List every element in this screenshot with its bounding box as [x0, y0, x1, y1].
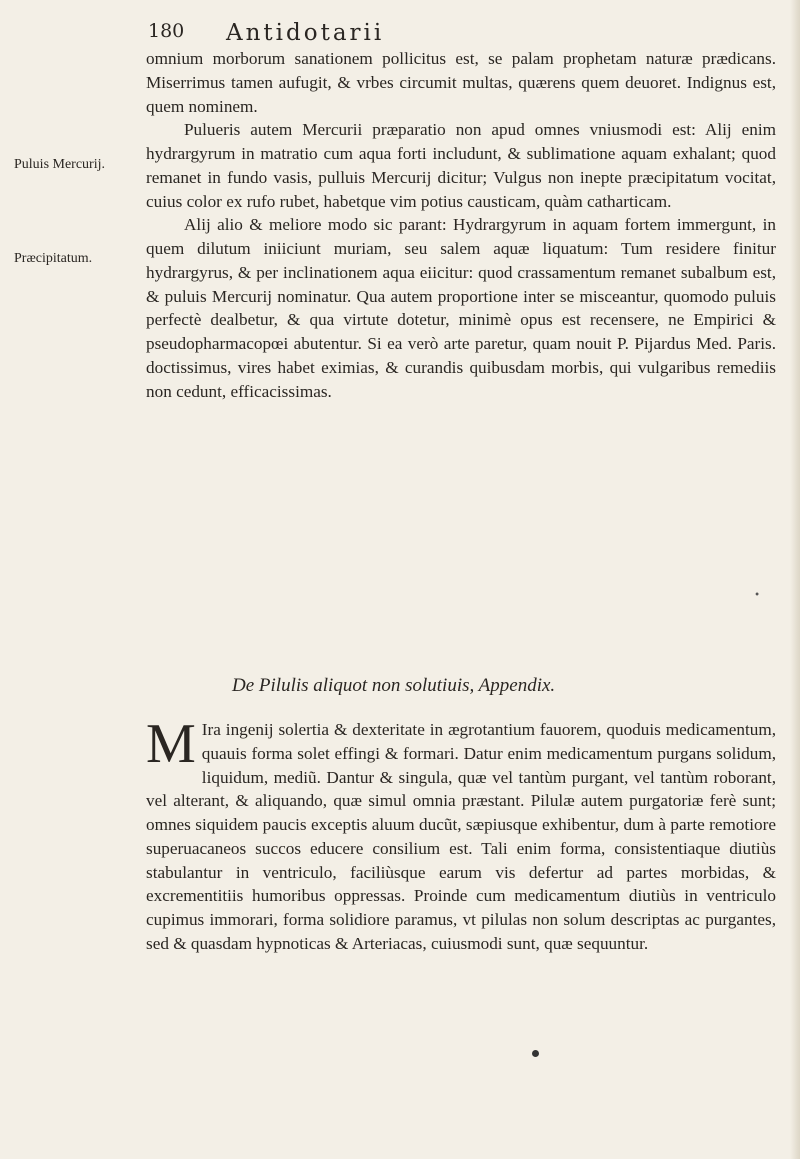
ink-spot	[532, 1050, 539, 1057]
paragraph: Pulueris autem Mercurii præparatio non apud omnes vniusmodi est: Alij enim hydrargyrum in matratio cum aqua forti includunt, & sublimatione aquam exhalant; quod remanet in fundo vasis, pulluis Mercurij dicitur; Vulgus non inepte præcipitatum vocitat, cuius color ex rufo rubet, habetque vim potius causticam, quàm catharticam.	[146, 120, 776, 211]
drop-cap: M	[146, 713, 196, 775]
margin-note-praecipitatum: Præcipitatum.	[14, 251, 93, 266]
paragraph: Alij alio & meliore modo sic parant: Hydrargyrum in aquam fortem immergunt, in quem dilutum iniiciunt muriam, seu salem aquæ liquatum: Tum residere finitur hydrargyrus, & per inclinationem aqua eiicitur: quod crassamentum remanet subalbum est, & puluis Mercurij nominatur. Qua autem proportione inter se misceantur, quomodo puluis perfectè dealbetur, & qua virtute dotetur, minimè opus est recensere, ne Empirici & pseudopharmacopœi abutentur. Si ea verò arte paretur, quam nouit P. Pijardus Med. Paris. doctissimus, vires habet eximias, & curandis quibusdam morbis, qui vulgaribus remediis non cedunt, efficacissimas.	[146, 215, 776, 401]
section-paragraph: Ira ingenij solertia & dexteritate in ægrotantium fauorem, quoduis medicamentum, quauis forma solet effingi & formari. Datur enim medicamentum purgans solidum, liquidum, mediũ. Dantur & singula, quæ vel tantùm purgant, vel tantùm roborant, vel alterant, & aliquando, quæ simul omnia præstant. Pilulæ autem purgatoriæ ferè sunt; omnes siquidem paucis exceptis aluum ducũt, sæpiusque exhibentur, dum à parte remotiore superuacaneos succos educere consilium est. Tali enim forma, consistentiaque diutiùs stabulantur in ventriculo, faciliùsque earum vis defertur ad partes morbidas, & excrementitiis humoribus oppressas. Proinde cum medicamentum diutiùs in ventriculo cupimus immorari, forma solidiore paramus, vt pilulas non solum descriptas ac purgantes, sed & quasdam hypnoticas & Arteriacas, cuiusmodi sunt, quæ sequuntur.	[146, 720, 776, 953]
page-edge-shadow	[790, 0, 800, 1159]
section-text	[146, 713, 776, 956]
running-title: Antidotarii	[226, 20, 385, 46]
page-header	[148, 20, 768, 50]
paragraph: omnium morborum sanationem pollicitus est, se palam prophetam naturæ prædicans. Miserrimus tamen aufugit, & vrbes circumit multas, quærens quem deuoret. Indignus est, quem nominem.	[146, 49, 776, 116]
main-text	[146, 47, 776, 403]
ornament-mark: •	[754, 590, 760, 601]
page-number: 180	[148, 20, 185, 42]
section-heading: De Pilulis aliquot non solutiuis, Appendix.	[232, 675, 556, 696]
margin-note-puluis: Puluis Mercurij.	[14, 157, 105, 172]
